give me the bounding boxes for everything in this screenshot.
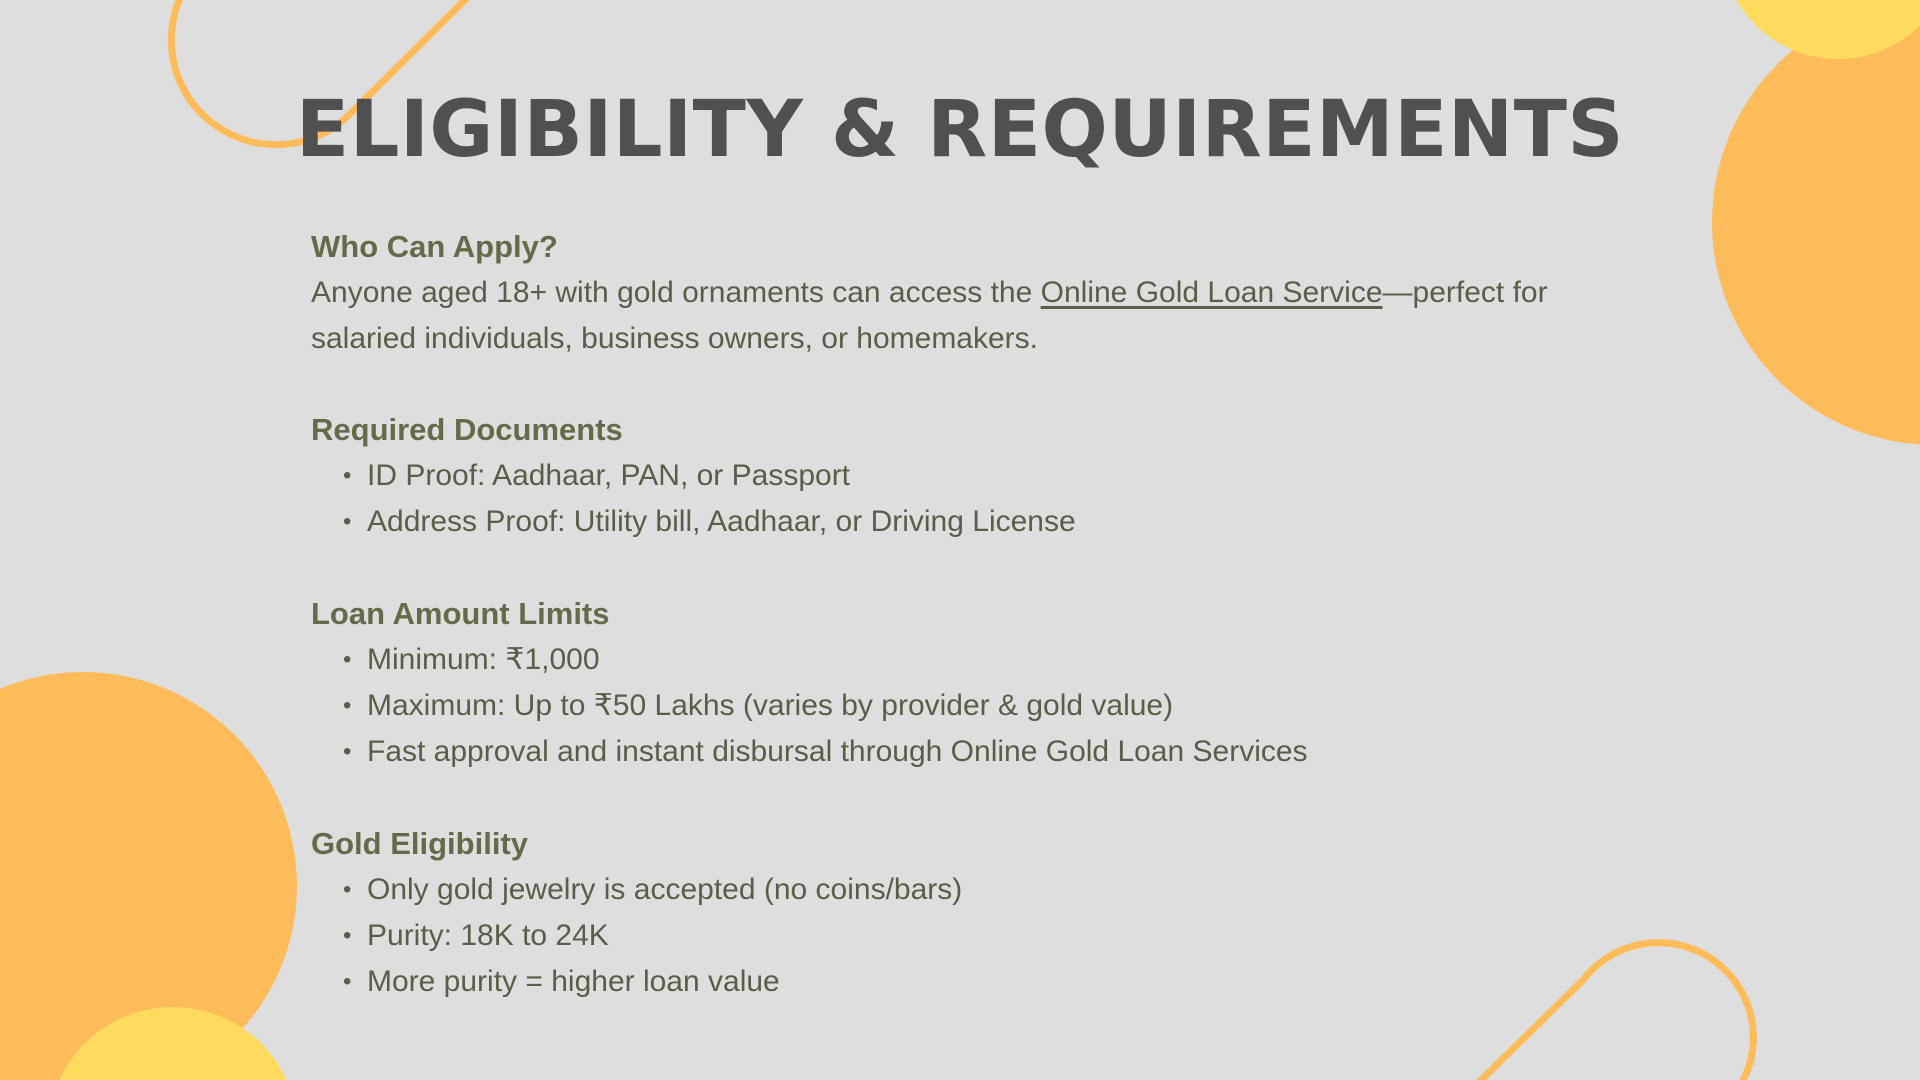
list-item-text: Purity: 18K to 24K <box>367 919 609 952</box>
bullet: • <box>343 462 352 489</box>
page-title: ELIGIBILITY & REQUIREMENTS <box>295 85 1625 175</box>
section-heading-loan-amount-limits: Loan Amount Limits <box>311 596 610 631</box>
list-item-text: Fast approval and instant disbursal through Online Gold Loan Services <box>367 735 1308 768</box>
section-heading-gold-eligibility: Gold Eligibility <box>311 826 528 861</box>
list-item <box>343 959 1611 1005</box>
section-heading-who-can-apply: Who Can Apply? <box>311 229 558 264</box>
list-item <box>343 637 1611 683</box>
who-can-apply-text-start: Anyone aged 18+ with gold ornaments can access the <box>311 276 1041 309</box>
list-item <box>343 499 1611 545</box>
section-loan-amount-limits <box>311 591 1611 775</box>
list-item <box>343 683 1611 729</box>
bullet: • <box>343 922 352 949</box>
loan-amount-limits-list <box>311 637 1611 775</box>
list-item <box>343 453 1611 499</box>
list-item-text: ID Proof: Aadhaar, PAN, or Passport <box>367 459 851 492</box>
list-item <box>343 913 1611 959</box>
bullet: • <box>343 968 352 995</box>
list-item-text: More purity = higher loan value <box>367 965 780 998</box>
list-item-text: Only gold jewelry is accepted (no coins/bars) <box>367 873 963 906</box>
who-can-apply-text <box>311 270 1611 362</box>
bullet: • <box>343 646 352 673</box>
bullet: • <box>343 692 352 719</box>
section-required-documents <box>311 407 1611 545</box>
online-gold-loan-service-link[interactable]: Online Gold Loan Service <box>1040 276 1383 309</box>
bullet: • <box>343 876 352 903</box>
required-documents-list <box>311 453 1611 545</box>
bullet: • <box>343 508 352 535</box>
list-item-text: Address Proof: Utility bill, Aadhaar, or Driving License <box>367 505 1076 538</box>
list-item-text: Maximum: Up to ₹50 Lakhs (varies by provider & gold value) <box>367 689 1174 722</box>
section-who-can-apply <box>311 224 1611 362</box>
list-item <box>343 867 1611 913</box>
bullet: • <box>343 738 352 765</box>
section-gold-eligibility <box>311 821 1611 1005</box>
section-heading-required-documents: Required Documents <box>311 412 623 447</box>
list-item-text: Minimum: ₹1,000 <box>367 643 600 676</box>
gold-eligibility-list <box>311 867 1611 1005</box>
who-can-apply-text-end: —perfect for salaried individuals, business owners, or homemakers. <box>311 276 1548 355</box>
list-item <box>343 729 1611 775</box>
